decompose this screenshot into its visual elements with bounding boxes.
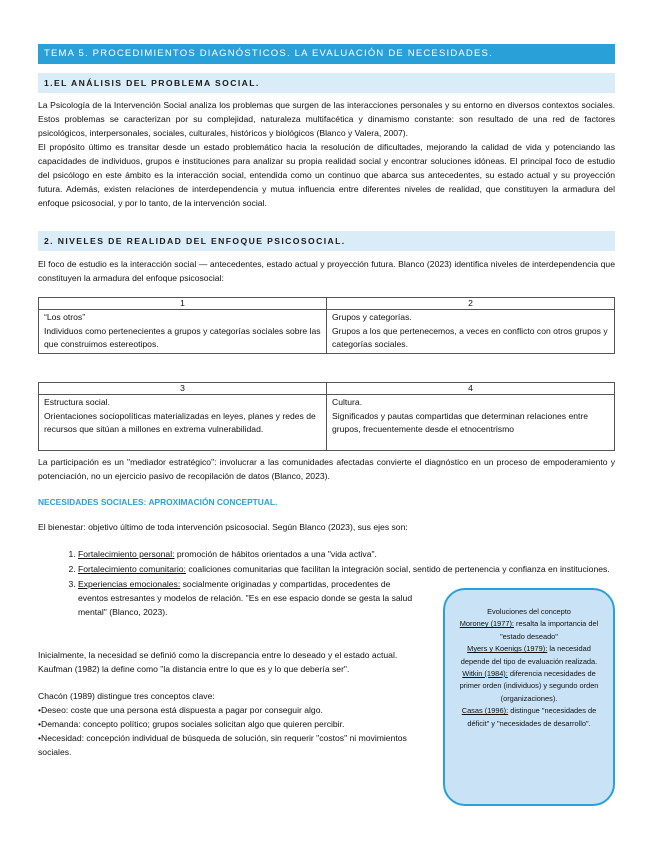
author-term: Moroney (1977): — [459, 619, 514, 629]
section-heading-niveles: 2. NIVELES DE REALIDAD DEL ENFOQUE PSICOSOCIAL. — [38, 231, 615, 251]
concept-necesidad: •Necesidad: concepción individual de búsqueda de solución, sin requerir "costos" ni movimientos sociales. — [38, 733, 407, 757]
concept-demanda: •Demanda: concepto político; grupos sociales solicitan algo que quieren percibir. — [38, 719, 345, 729]
author-text: la necesidad depende del tipo de evaluación realizada. — [460, 644, 598, 666]
author-text: distingue "necesidades de déficit" y "necesidades de desarrollo". — [467, 706, 597, 728]
list-item — [78, 562, 623, 576]
page-title: TEMA 5. PROCEDIMIENTOS DIAGNÓSTICOS. LA EVALUACIÓN DE NECESIDADES. — [38, 44, 615, 64]
levels-table-3-4 — [38, 382, 615, 451]
axis-text: promoción de hábitos orientados a una "vida activa". — [174, 549, 377, 559]
author-text: diferencia necesidades de primer orden (individuos) y segundo orden (organizaciones). — [459, 669, 599, 703]
paragraph-bienestar: El bienestar: objetivo último de toda intervención psicosocial. Según Blanco (2023), sus ejes son: — [38, 522, 408, 532]
section-heading-problema-social: 1.EL ANÁLISIS DEL PROBLEMA SOCIAL. — [38, 73, 615, 93]
level-cell-cultura: Cultura. Significados y pautas compartidas que determinan relaciones entre grupos, frecuentemente desde el etnocentrismo — [327, 395, 615, 451]
callout-witkin — [453, 668, 605, 705]
callout-casas — [453, 705, 605, 730]
paragraph-chacon: Chacón (1989) distingue tres conceptos clave: — [38, 691, 215, 701]
callout-moroney — [453, 618, 605, 643]
author-term: Casas (1996): — [461, 706, 509, 716]
concept-deseo: •Deseo: coste que una persona está dispuesta a pagar por conseguir algo. — [38, 705, 323, 715]
callout-title: Evoluciones del concepto — [487, 607, 571, 616]
axis-term: Experiencias emocionales: — [78, 579, 181, 589]
paragraph-kaufman: Inicialmente, la necesidad se definió como la discrepancia entre lo deseado y el estado actual. Kaufman (1982) la define como "la distancia entre lo que es y lo que debería ser". — [38, 650, 398, 674]
level-cell-estructura-social: Estructura social. Orientaciones sociopolíticas materializadas en leyes, planes y redes de recursos que sitúan a millones en extrema vulnerabilidad. — [39, 395, 327, 451]
paragraph-proposito: El propósito último es transitar desde un estado problemático hacia la resolución de dificultades, mejorando la calidad de vida y potenciando las capacidades de individuos, grupos e instituciones para analizar su propia realidad social y encontrar soluciones idóneas. El principal foco de estudio del psicólogo en este ámbito es la interacción social, entendida como un continuo que abarca sus antecedentes, su estado actual y su proyección futura. Además, existen relaciones de interdependencia y mutua influencia entre diferentes niveles de realidad, que constituyen la armadura del enfoque psicosocial, y por lo tanto, de la intervención social. — [38, 142, 615, 208]
paragraph-participacion: La participación es un "mediador estratégico": involucrar a las comunidades afectadas convierte el diagnóstico en un proceso de empoderamiento y potenciación, no un ejercicio pasivo de recopilación de datos (Blanco, 2023). — [38, 457, 615, 481]
axis-text: coaliciones comunitarias que facilitan la integración social, sentido de pertenencia y confianza en instituciones. — [185, 564, 610, 574]
needs-heading: NECESIDADES SOCIALES: APROXIMACIÓN CONCEPTUAL. — [38, 497, 278, 507]
list-item — [78, 577, 413, 619]
author-term: Myers y Koenigs (1979): — [467, 644, 548, 654]
levels-table-1-2 — [38, 297, 615, 354]
level-header-2: 2 — [327, 298, 615, 310]
level-cell-grupos: Grupos y categorías. Grupos a los que pertenecemos, a veces en conflicto con otros grupos y categorías sociales. — [327, 310, 615, 354]
axis-term: Fortalecimiento comunitario: — [78, 564, 186, 574]
evolution-callout — [443, 588, 615, 806]
paragraph-problema-social: La Psicología de la Intervención Social analiza los problemas que surgen de las interacciones personales y su entorno en diversos contextos sociales. Estos problemas se caracterizan por su complejidad, naturaleza multifacética y dinamismo constante: son resultado de una red de factores psicológicos, interpersonales, sociales, culturales, históricos y biológicos (Blanco y Valera, 2007). — [38, 100, 615, 138]
callout-myers — [453, 643, 605, 668]
list-item — [78, 547, 623, 561]
level-header-1: 1 — [39, 298, 327, 310]
author-text: resalta la importancia del "estado deseado" — [500, 619, 599, 641]
axis-text: socialmente originadas y compartidas, procedentes de eventos estresantes y modelos de relación. "Es en ese espacio donde se gesta la salud mental" (Blanco, 2023). — [78, 579, 413, 617]
level-header-3: 3 — [39, 383, 327, 395]
level-header-4: 4 — [327, 383, 615, 395]
axis-term: Fortalecimiento personal: — [78, 549, 175, 559]
level-cell-los-otros: “Los otros” Individuos como pertenecientes a grupos y categorías sociales sobre las que construimos estereotipos. — [39, 310, 327, 354]
author-term: Witkin (1984): — [462, 669, 508, 679]
paragraph-foco-estudio: El foco de estudio es la interacción social — antecedentes, estado actual y proyección futura. Blanco (2023) identifica niveles de interdependencia que constituyen la armadura del enfoque psicosocial: — [38, 259, 615, 283]
